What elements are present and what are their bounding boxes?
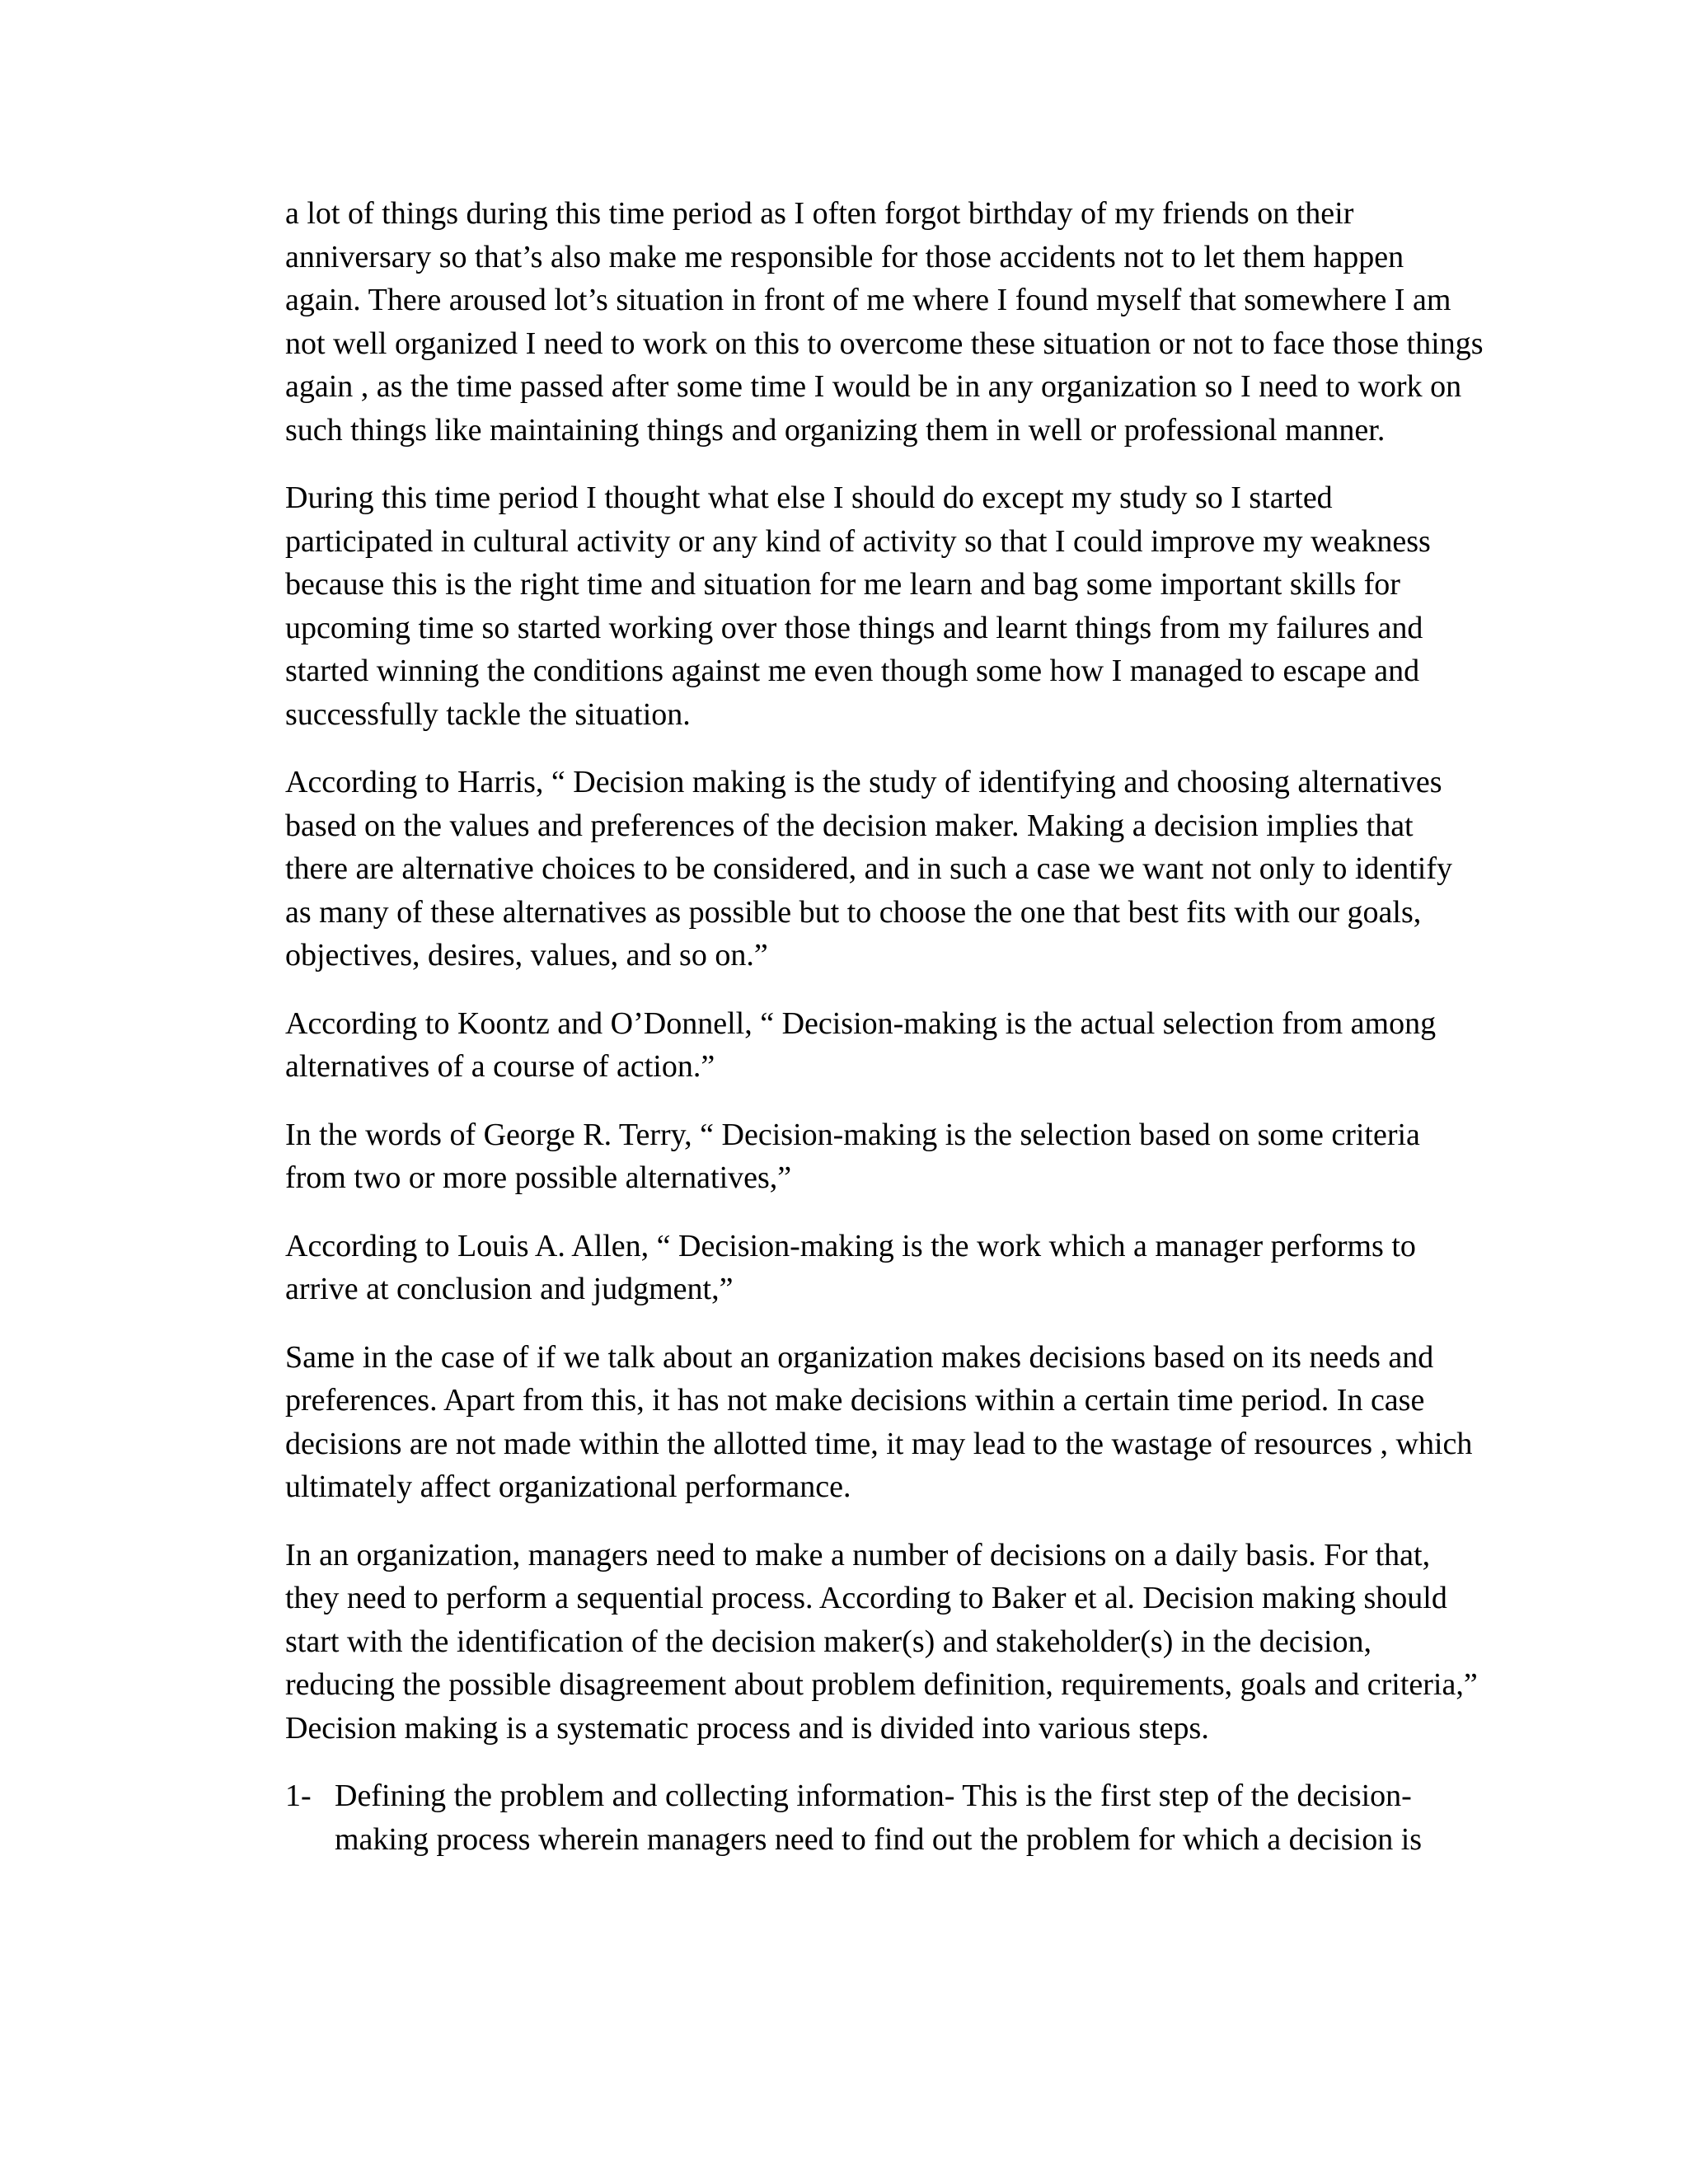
paragraph: Same in the case of if we talk about an organization makes decisions based on its needs and preferences. Apart from this, it has not make decisions within a certain time period. In case decisions are not made within the allotted time, it may lead to the wastage of resources , which ultimately affect organizational performance. xyxy=(285,1339,1473,1504)
paragraph: a lot of things during this time period as I often forgot birthday of my friends on their anniversary so that’s also make me responsible for those accidents not to let them happen again. There aroused lot’s situation in front of me where I found myself that somewhere I am not well organized I need to work on this to overcome these situation or not to face those things again , as the time passed after some time I would be in any organization so I need to work on such things like maintaining things and organizing them in well or professional manner. xyxy=(285,196,1484,448)
paragraph: According to Koontz and O’Donnell, “ Decision-making is the actual selection from among alternatives of a course of action.” xyxy=(285,1005,1437,1084)
list-item-text: Defining the problem and collecting information- This is the first step of the decision-making process wherein managers need to find out the problem for which a decision is xyxy=(335,1779,1423,1857)
numbered-list xyxy=(285,1774,1484,1861)
paragraph: In the words of George R. Terry, “ Decision-making is the selection based on some criteria from two or more possible alternatives,” xyxy=(285,1117,1420,1195)
paragraph: According to Louis A. Allen, “ Decision-making is the work which a manager performs to arrive at conclusion and judgment,” xyxy=(285,1228,1416,1306)
list-item xyxy=(285,1774,1484,1861)
paragraph: In an organization, managers need to make a number of decisions on a daily basis. For that, they need to perform a sequential process. According to Baker et al. Decision making should start with the identification of the decision maker(s) and stakeholder(s) in the decision, reducing the possible disagreement about problem definition, requirements, goals and criteria,” Decision making is a systematic process and is divided into various steps. xyxy=(285,1537,1478,1746)
list-marker: 1- xyxy=(285,1779,312,1813)
document-body xyxy=(285,192,1484,1861)
paragraph: According to Harris, “ Decision making is the study of identifying and choosing alternatives based on the values and preferences of the decision maker. Making a decision implies that there are alternative choices to be considered, and in such a case we want not only to identify as many of these alternatives as possible but to choose the one that best fits with our goals, objectives, desires, values, and so on.” xyxy=(285,765,1453,972)
paragraph: During this time period I thought what else I should do except my study so I started participated in cultural activity or any kind of activity so that I could improve my weakness because this is the right time and situation for me learn and bag some important skills for upcoming time so started working over those things and learnt things from my failures and started winning the conditions against me even though some how I managed to escape and successfully tackle the situation. xyxy=(285,480,1431,732)
